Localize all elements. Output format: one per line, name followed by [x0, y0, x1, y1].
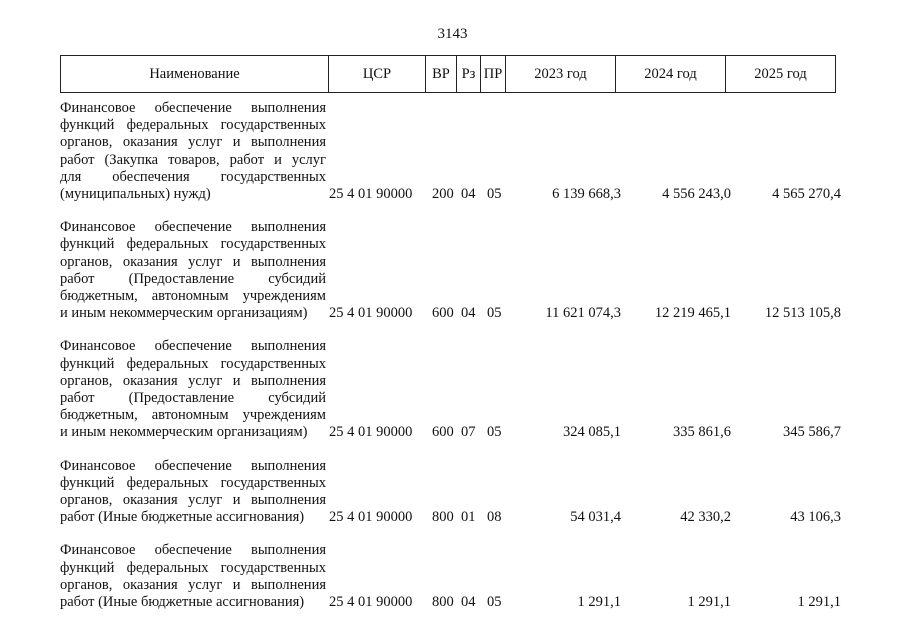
header-rz: Рз [457, 56, 481, 93]
row-vr: 200 [432, 186, 454, 203]
row-name-line: органов, оказания услуг и выполнения [60, 134, 326, 151]
row-name-line: и иным некоммерческим организациям) [60, 305, 308, 322]
row-name-line: работ (Закупка товаров, работ и услуг [60, 151, 326, 168]
row-value-2023: 6 139 668,3 [552, 186, 621, 203]
row-csr: 25 4 01 90000 [329, 424, 413, 441]
row-name-line: (муниципальных) нужд) [60, 186, 211, 203]
row-vr: 800 [432, 509, 454, 526]
row-csr: 25 4 01 90000 [329, 594, 413, 611]
row-pr: 08 [487, 509, 502, 526]
row-name [60, 542, 326, 611]
table-row [60, 100, 841, 203]
row-value-2025: 1 291,1 [797, 594, 841, 611]
row-pr: 05 [487, 594, 502, 611]
header-year-2024: 2024 год [616, 56, 726, 93]
row-name-line: работ (Иные бюджетные ассигнования) [60, 509, 305, 526]
row-name-line: функций федеральных государственных [60, 117, 326, 134]
row-rz: 04 [461, 594, 476, 611]
header-year-2025: 2025 год [726, 56, 836, 93]
row-name-line: органов, оказания услуг и выполнения [60, 576, 326, 593]
row-vr: 800 [432, 594, 454, 611]
row-name-line: работ (Предоставление субсидий [60, 390, 326, 407]
row-csr: 25 4 01 90000 [329, 186, 413, 203]
row-vr: 600 [432, 305, 454, 322]
header-csr: ЦСР [329, 56, 426, 93]
table-row [60, 542, 841, 611]
table-row [60, 458, 841, 527]
row-name [60, 219, 326, 322]
row-value-2025: 43 106,3 [790, 509, 841, 526]
header-year-2023: 2023 год [506, 56, 616, 93]
row-name-line: органов, оказания услуг и выполнения [60, 372, 326, 389]
row-value-2025: 12 513 105,8 [764, 305, 841, 322]
row-csr: 25 4 01 90000 [329, 509, 413, 526]
row-value-2023: 11 621 074,3 [545, 305, 621, 322]
row-name [60, 458, 326, 527]
row-value-2023: 1 291,1 [577, 594, 621, 611]
row-value-2024: 4 556 243,0 [662, 186, 731, 203]
row-name-line: Финансовое обеспечение выполнения [60, 338, 326, 355]
row-vr: 600 [432, 424, 454, 441]
row-name-line: бюджетным, автономным учреждениям [60, 288, 326, 305]
row-rz: 01 [461, 509, 476, 526]
row-value-2025: 4 565 270,4 [772, 186, 841, 203]
row-name-line: работ (Иные бюджетные ассигнования) [60, 594, 305, 611]
row-pr: 05 [487, 305, 502, 322]
row-value-2024: 1 291,1 [687, 594, 731, 611]
row-csr: 25 4 01 90000 [329, 305, 413, 322]
row-name-line: органов, оказания услуг и выполнения [60, 253, 326, 270]
row-name-line: Финансовое обеспечение выполнения [60, 100, 326, 116]
table-body [60, 100, 841, 627]
row-name-line: Финансовое обеспечение выполнения [60, 542, 326, 559]
row-value-2024: 42 330,2 [680, 509, 731, 526]
row-pr: 05 [487, 186, 502, 203]
row-name [60, 100, 326, 203]
row-pr: 05 [487, 424, 502, 441]
row-name-line: органов, оказания услуг и выполнения [60, 492, 326, 509]
page-number: 3143 [437, 26, 468, 42]
header-name: Наименование [61, 56, 329, 93]
row-rz: 04 [461, 186, 476, 203]
row-value-2023: 324 085,1 [563, 424, 621, 441]
header-vr: ВР [426, 56, 457, 93]
row-name [60, 338, 326, 441]
row-value-2025: 345 586,7 [783, 424, 841, 441]
row-value-2024: 12 219 465,1 [654, 305, 731, 322]
row-name-line: функций федеральных государственных [60, 559, 326, 576]
row-name-line: функций федеральных государственных [60, 355, 326, 372]
row-rz: 04 [461, 305, 476, 322]
row-name-line: для обеспечения государственных [60, 168, 326, 185]
row-name-line: Финансовое обеспечение выполнения [60, 219, 326, 236]
table-row [60, 338, 841, 441]
table-row [60, 219, 841, 322]
table-header [60, 55, 836, 93]
row-name-line: работ (Предоставление субсидий [60, 270, 326, 287]
header-pr: ПР [481, 56, 506, 93]
row-name-line: функций федеральных государственных [60, 236, 326, 253]
row-name-line: Финансовое обеспечение выполнения [60, 457, 326, 474]
row-value-2024: 335 861,6 [673, 424, 731, 441]
row-name-line: функций федеральных государственных [60, 474, 326, 491]
row-name-line: и иным некоммерческим организациям) [60, 424, 308, 441]
row-rz: 07 [461, 424, 476, 441]
row-value-2023: 54 031,4 [570, 509, 621, 526]
row-name-line: бюджетным, автономным учреждениям [60, 407, 326, 424]
